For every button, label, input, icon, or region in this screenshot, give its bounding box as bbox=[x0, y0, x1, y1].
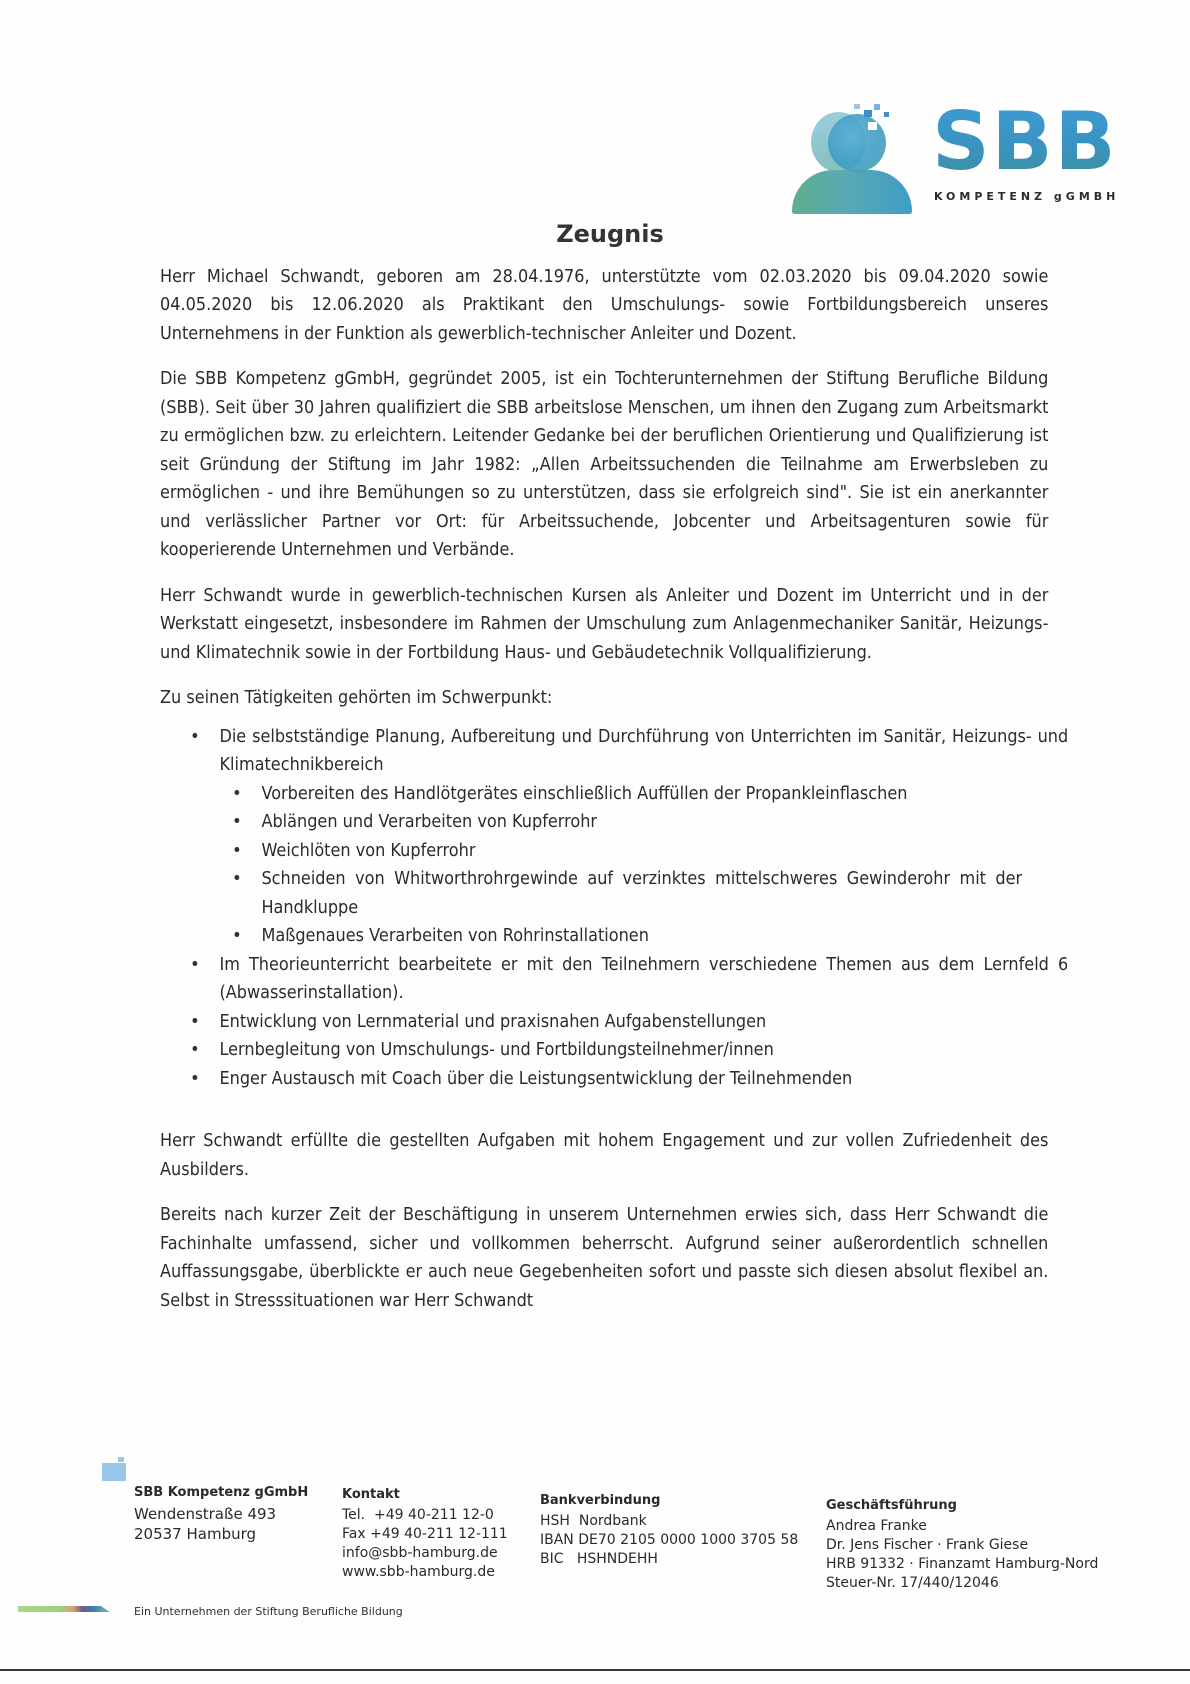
logo-person-body-icon bbox=[792, 170, 912, 214]
footer-web-link[interactable]: www.sbb-hamburg.de bbox=[342, 1564, 495, 1580]
foundation-color-stripe-icon bbox=[18, 1606, 110, 1612]
sbb-logo bbox=[806, 84, 1126, 204]
footer-management-line: Dr. Jens Fischer · Frank Giese bbox=[826, 1537, 1029, 1553]
footer-tagline: Ein Unternehmen der Stiftung Berufliche Bildung bbox=[134, 1605, 403, 1618]
footer-management bbox=[826, 1497, 1098, 1593]
competence-paragraph: Bereits nach kurzer Zeit der Beschäftigung in unserem Unternehmen erwies sich, dass Herr Schwandt die Fachinhalte umfassend, sicher und vollkommen beherrscht. Aufgrund seiner außerordentlich schnellen Auffassungsgabe, überblickte er auch neue Gegebenheiten sofort und passte sich diesen absolut flexibel an. Selbst in Stresssituationen war Herr Schwandt bbox=[160, 1205, 1049, 1311]
footer-logo-pixel-icon bbox=[118, 1457, 124, 1462]
list-item: • Schneiden von Whitworthrohrgewinde auf verzinktes mittelschweres Gewinderohr mit der Handkluppe bbox=[232, 865, 1022, 922]
logo-pixel-icon bbox=[854, 104, 860, 109]
footer-street: Wendenstraße 493 bbox=[134, 1505, 277, 1523]
footer-bank-heading: Bankverbindung bbox=[540, 1493, 661, 1508]
list-item: • Maßgenaues Verarbeiten von Rohrinstallationen bbox=[232, 922, 1022, 951]
footer-bank bbox=[540, 1492, 798, 1569]
spacer bbox=[160, 1093, 1050, 1127]
list-item: • Die selbstständige Planung, Aufbereitung und Durchführung von Unterrichten im Sanitär, Heizungs- und Klimatechnikbereich bbox=[190, 723, 1068, 780]
logo-pixel-icon bbox=[868, 122, 877, 130]
footer-register-line: HRB 91332 · Finanzamt Hamburg-Nord bbox=[826, 1556, 1099, 1572]
page-bottom-edge bbox=[0, 1669, 1190, 1671]
logo-pixel-icon bbox=[874, 104, 880, 110]
footer-contact-heading: Kontakt bbox=[342, 1487, 400, 1502]
footer-tax-line: Steuer-Nr. 17/440/12046 bbox=[826, 1575, 999, 1591]
document-title: Zeugnis bbox=[556, 220, 664, 248]
footer-company-name: SBB Kompetenz gGmbH bbox=[134, 1485, 309, 1500]
list-item: • Vorbereiten des Handlötgerätes einschließlich Auffüllen der Propankleinflaschen bbox=[232, 780, 1022, 809]
list-item: • Weichlöten von Kupferrohr bbox=[232, 837, 1022, 866]
footer-email-link[interactable]: info@sbb-hamburg.de bbox=[342, 1545, 498, 1561]
task-list-continued bbox=[190, 951, 1069, 1094]
footer-bank-name: HSH Nordbank bbox=[540, 1513, 647, 1529]
logo-person-head-icon bbox=[828, 114, 886, 172]
footer-bic: BIC HSHNDEHH bbox=[540, 1551, 658, 1567]
logo-wordmark: SBB bbox=[932, 95, 1118, 188]
footer-fax: Fax +49 40-211 12-111 bbox=[342, 1526, 508, 1542]
subtask-list bbox=[232, 780, 1050, 951]
logo-subtitle: KOMPETENZ gGMBH bbox=[934, 190, 1120, 203]
document-body bbox=[160, 220, 1069, 1332]
tasks-intro: Zu seinen Tätigkeiten gehörten im Schwerpunkt: bbox=[160, 688, 553, 708]
intro-paragraph: Herr Michael Schwandt, geboren am 28.04.1976, unterstützte vom 02.03.2020 bis 09.04.2020 sowie 04.05.2020 bis 12.06.2020 als Praktikant den Umschulungs- sowie Fortbildungsbereich unseres Unternehmens in der Funktion als gewerblich-technischer Anleiter und Dozent. bbox=[160, 266, 1049, 344]
list-item: • Im Theorieunterricht bearbeitete er mit den Teilnehmern verschiedene Themen aus dem Lernfeld 6 (Abwasserinstallation). bbox=[190, 951, 1068, 1008]
footer-logo-mark-icon bbox=[102, 1463, 126, 1481]
performance-paragraph: Herr Schwandt erfüllte die gestellten Aufgaben mit hohem Engagement und zur vollen Zufriedenheit des Ausbilders. bbox=[160, 1131, 1049, 1180]
logo-pixel-icon bbox=[884, 112, 889, 117]
footer-iban: IBAN DE70 2105 0000 1000 3705 58 bbox=[540, 1532, 799, 1548]
footer-company bbox=[134, 1484, 308, 1544]
company-paragraph: Die SBB Kompetenz gGmbH, gegründet 2005, ist ein Tochterunternehmen der Stiftung Berufliche Bildung (SBB). Seit über 30 Jahren qualifiziert die SBB arbeitslose Menschen, um ihnen den Zugang zum Arbeitsmarkt zu ermöglichen bzw. zu erleichtern. Leitender Gedanke bei der beruflichen Orientierung und Qualifizierung ist seit Gründung der Stiftung im Jahr 1982: „Allen Arbeitssuchenden die Teilnahme am Erwerbsleben zu ermöglichen - und ihre Bemühungen so zu unterstützen, dass sie erfolgreich sind". Sie ist ein anerkannter und verlässlicher Partner vor Ort: für Arbeitssuchende, Jobcenter und Arbeitsagenturen sowie für kooperierende Unternehmen und Verbände. bbox=[160, 369, 1049, 560]
logo-pixel-icon bbox=[864, 110, 872, 117]
footer-city: 20537 Hamburg bbox=[134, 1525, 257, 1543]
list-item: • Enger Austausch mit Coach über die Leistungsentwicklung der Teilnehmenden bbox=[190, 1065, 1068, 1094]
task-list bbox=[190, 723, 1069, 780]
list-item: • Entwicklung von Lernmaterial und praxisnahen Aufgabenstellungen bbox=[190, 1008, 1068, 1037]
footer-management-line: Andrea Franke bbox=[826, 1518, 927, 1534]
footer-management-heading: Geschäftsführung bbox=[826, 1498, 957, 1513]
footer-tel: Tel. +49 40-211 12-0 bbox=[342, 1507, 494, 1523]
assignment-paragraph: Herr Schwandt wurde in gewerblich-technischen Kursen als Anleiter und Dozent im Unterricht und in der Werkstatt eingesetzt, insbesondere im Rahmen der Umschulung zum Anlagenmechaniker Sanitär, Heizungs- und Klimatechnik sowie in der Fortbildung Haus- und Gebäudetechnik Vollqualifizierung. bbox=[160, 585, 1049, 663]
footer-contact bbox=[342, 1486, 508, 1582]
list-item: • Lernbegleitung von Umschulungs- und Fortbildungsteilnehmer/innen bbox=[190, 1036, 1068, 1065]
list-item: • Ablängen und Verarbeiten von Kupferrohr bbox=[232, 808, 1022, 837]
